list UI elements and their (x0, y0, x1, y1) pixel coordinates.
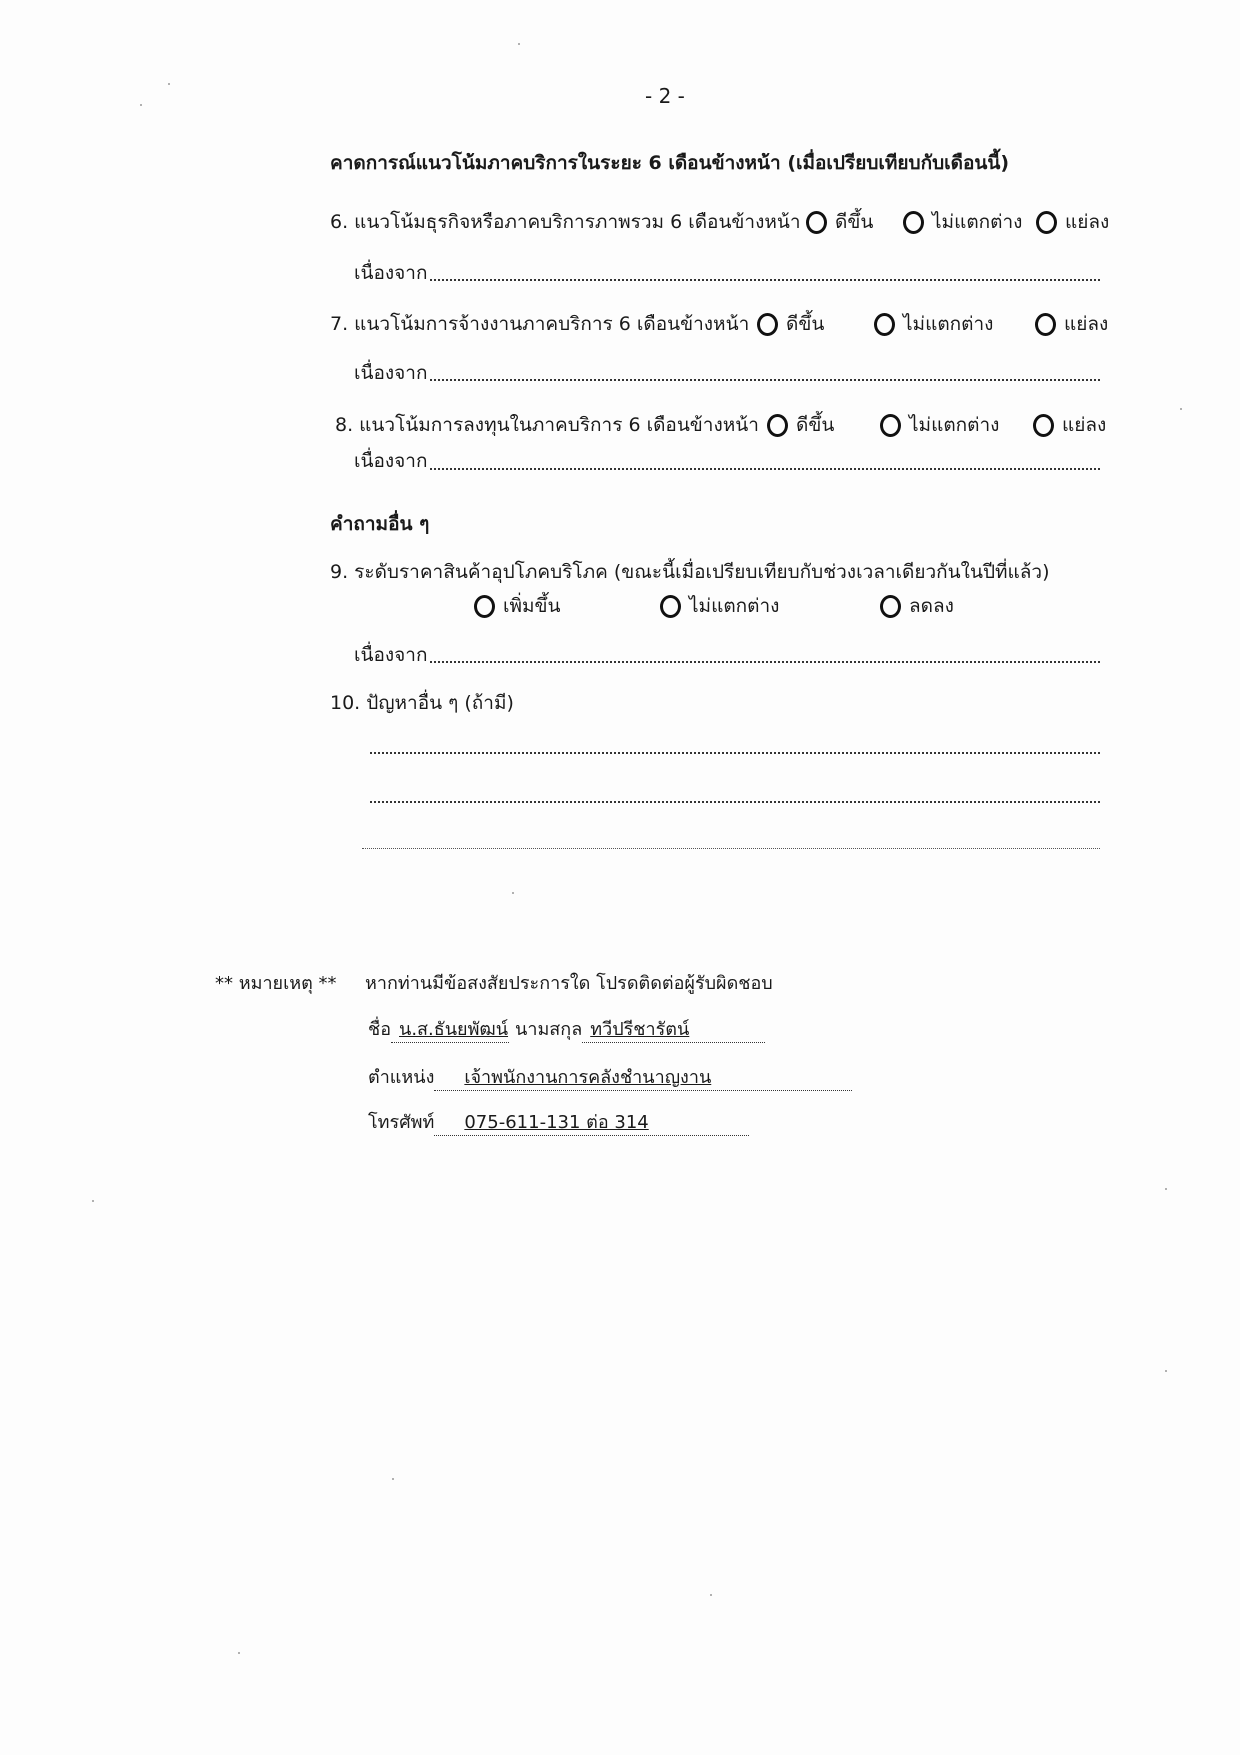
q6-reason-line[interactable] (430, 279, 1100, 281)
question-10-text: 10. ปัญหาอื่น ๆ (ถ้ามี) (330, 692, 514, 714)
scan-speck (238, 1652, 240, 1654)
radio-circle-icon[interactable] (757, 313, 778, 336)
q7-reason-line[interactable] (430, 379, 1100, 381)
radio-circle-icon[interactable] (1033, 414, 1054, 437)
contact-name-field (391, 1018, 509, 1043)
option-label: ดีขึ้น (835, 211, 874, 233)
contact-position-value: เจ้าพนักงานการคลังชำนาญงาน (464, 1067, 712, 1088)
radio-circle-icon[interactable] (660, 595, 681, 618)
question-9-text: 9. ระดับราคาสินค้าอุปโภคบริโภค (ขณะนี้เมื่อเปรียบเทียบกับช่วงเวลาเดียวกันในปีที่แล้ว) (330, 561, 1050, 583)
contact-name-label: ชื่อ (368, 1019, 392, 1040)
section-heading-forecast: คาดการณ์แนวโน้มภาคบริการในระยะ 6 เดือนข้างหน้า (เมื่อเปรียบเทียบกับเดือนนี้) (330, 152, 1010, 174)
option-label: ไม่แตกต่าง (903, 313, 994, 335)
contact-name-row (368, 1014, 765, 1043)
scan-speck (140, 104, 142, 106)
scan-speck (92, 1200, 94, 1202)
q6-option-same[interactable] (903, 207, 1022, 237)
scan-speck (518, 43, 520, 45)
option-label: ลดลง (909, 595, 954, 617)
q8-reason-label: เนื่องจาก (354, 450, 428, 472)
option-label: เพิ่มขึ้น (503, 595, 561, 617)
contact-position-field (434, 1066, 852, 1091)
q6-option-worse[interactable] (1036, 207, 1109, 237)
radio-circle-icon[interactable] (806, 211, 827, 234)
q10-answer-line-3[interactable] (362, 848, 1100, 849)
section-heading-other-questions: คำถามอื่น ๆ (330, 513, 430, 535)
q9-option-increase[interactable] (474, 591, 561, 621)
q9-reason-label: เนื่องจาก (354, 644, 428, 666)
scan-speck (1165, 1370, 1167, 1372)
q9-reason-line[interactable] (430, 661, 1100, 663)
question-7-text: 7. แนวโน้มการจ้างงานภาคบริการ 6 เดือนข้างหน้า (330, 313, 750, 335)
contact-position-row (368, 1062, 852, 1091)
page-number: - 2 - (645, 84, 685, 108)
contact-phone-row (368, 1107, 749, 1136)
q6-option-better[interactable] (806, 207, 873, 237)
q8-option-worse[interactable] (1033, 410, 1106, 440)
q7-option-worse[interactable] (1035, 309, 1108, 339)
contact-phone-value: 075-611-131 ต่อ 314 (464, 1112, 649, 1133)
q8-option-better[interactable] (767, 410, 834, 440)
q7-reason-label: เนื่องจาก (354, 362, 428, 384)
radio-circle-icon[interactable] (874, 313, 895, 336)
q9-option-same[interactable] (660, 591, 779, 621)
contact-surname-label: นามสกุล (515, 1019, 583, 1040)
q7-option-better[interactable] (757, 309, 824, 339)
contact-phone-label: โทรศัพท์ (368, 1112, 435, 1133)
scan-speck (512, 892, 514, 894)
q10-answer-line-1[interactable] (370, 752, 1100, 754)
radio-circle-icon[interactable] (880, 595, 901, 618)
contact-surname-value: ทวีปรีชารัตน์ (590, 1019, 690, 1040)
q8-option-same[interactable] (880, 410, 999, 440)
radio-circle-icon[interactable] (903, 211, 924, 234)
scan-speck (168, 83, 170, 85)
option-label: ดีขึ้น (796, 414, 835, 436)
radio-circle-icon[interactable] (474, 595, 495, 618)
radio-circle-icon[interactable] (1035, 313, 1056, 336)
scan-speck (392, 1478, 394, 1480)
option-label: แย่ลง (1062, 414, 1107, 436)
scan-speck (1180, 408, 1182, 410)
option-label: ไม่แตกต่าง (932, 211, 1023, 233)
contact-position-label: ตำแหน่ง (368, 1067, 435, 1088)
question-6-text: 6. แนวโน้มธุรกิจหรือภาคบริการภาพรวม 6 เดือนข้างหน้า (330, 211, 801, 233)
option-label: แย่ลง (1064, 313, 1109, 335)
option-label: ไม่แตกต่าง (689, 595, 780, 617)
option-label: ไม่แตกต่าง (909, 414, 1000, 436)
radio-circle-icon[interactable] (1036, 211, 1057, 234)
contact-name-value: น.ส.ธันยพัฒน์ (399, 1019, 509, 1040)
scan-speck (1165, 1188, 1167, 1190)
contact-surname-field (582, 1018, 765, 1043)
q9-option-decrease[interactable] (880, 591, 954, 621)
note-text: หากท่านมีข้อสงสัยประการใด โปรดติดต่อผู้รับผิดชอบ (365, 973, 773, 994)
question-8-text: 8. แนวโน้มการลงทุนในภาคบริการ 6 เดือนข้างหน้า (335, 414, 759, 436)
radio-circle-icon[interactable] (767, 414, 788, 437)
option-label: แย่ลง (1065, 211, 1110, 233)
q6-reason-label: เนื่องจาก (354, 262, 428, 284)
radio-circle-icon[interactable] (880, 414, 901, 437)
option-label: ดีขึ้น (786, 313, 825, 335)
scan-speck (710, 1594, 712, 1596)
q10-answer-line-2[interactable] (370, 801, 1100, 803)
note-label: ** หมายเหตุ ** (215, 973, 337, 994)
q8-reason-line[interactable] (430, 468, 1100, 470)
contact-phone-field (434, 1111, 749, 1136)
q7-option-same[interactable] (874, 309, 993, 339)
